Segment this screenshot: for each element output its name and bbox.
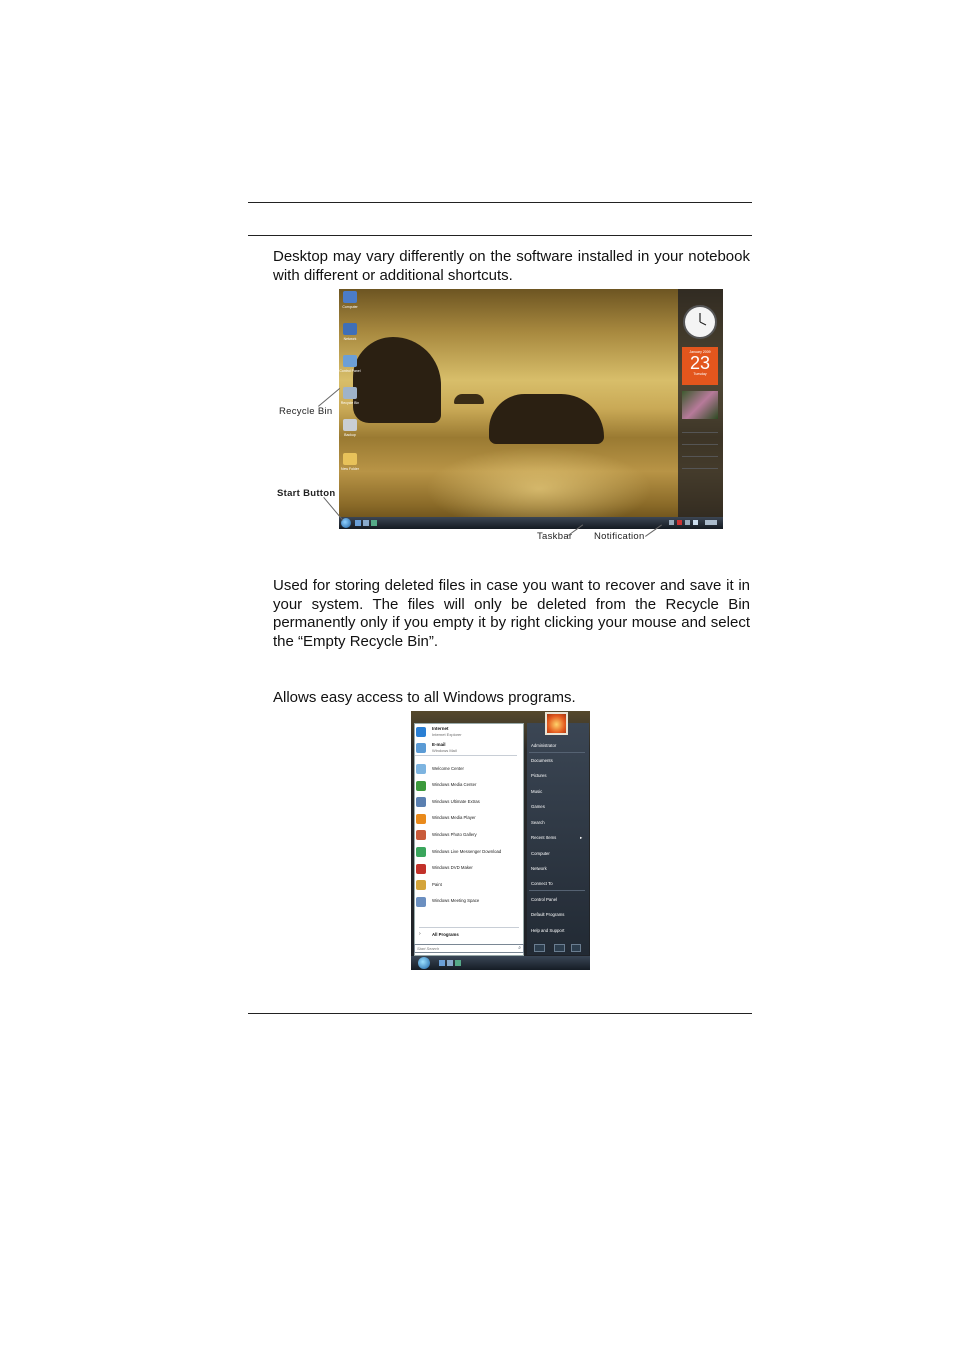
program-label: Welcome Center [432, 765, 464, 771]
recycle-bin-icon[interactable] [343, 387, 357, 399]
recent-program-item[interactable] [415, 795, 519, 809]
feed-item[interactable] [682, 437, 718, 445]
control-panel-icon[interactable] [343, 355, 357, 367]
search-icon: ⌕ [518, 945, 521, 951]
quicklaunch-icon[interactable] [455, 960, 461, 966]
program-label: Paint [432, 881, 442, 887]
pinned-program-item[interactable] [415, 725, 519, 739]
start-button-description: Allows easy access to all Windows programs. [273, 689, 576, 706]
program-subtitle: Windows Mail [432, 748, 457, 753]
computer-icon[interactable] [343, 291, 357, 303]
program-label: Windows Photo Gallery [432, 831, 477, 837]
pinned-program-item[interactable] [415, 741, 519, 755]
messenger-icon [416, 847, 426, 857]
places-item[interactable]: Network [531, 866, 547, 871]
footer-rule [248, 1013, 752, 1014]
feed-item[interactable] [682, 425, 718, 433]
places-item[interactable]: Default Programs [531, 912, 565, 917]
start-menu-screenshot [411, 711, 590, 970]
places-item[interactable]: Recent Items [531, 835, 557, 840]
calendar-gadget [682, 347, 718, 385]
places-item[interactable]: Administrator [531, 743, 557, 748]
recycle-bin-description: Used for storing deleted files in case you want to recover and save it in your system. The files will only be deleted from the Recycle Bin permanently only if you empty it by right clicking your mouse and select the “Empty Recycle Bin”. [273, 577, 750, 650]
desktop-icon-label: Computer [342, 305, 358, 309]
all-programs-arrow-icon: › [419, 931, 421, 937]
desktop-icon-label: Network [343, 337, 357, 341]
calendar-month: January 2009 [689, 350, 711, 354]
header-rule-top [248, 202, 752, 203]
places-item[interactable]: Computer [531, 851, 550, 856]
desktop-intro-text: Desktop may vary differently on the software installed in your notebook with different or additional shortcuts. [273, 248, 750, 284]
places-item[interactable]: Connect To [531, 881, 553, 886]
folder-icon[interactable] [343, 453, 357, 465]
rock-right [489, 394, 604, 444]
recent-program-item[interactable] [415, 828, 519, 842]
quicklaunch-icon[interactable] [371, 520, 377, 526]
start-search-input[interactable] [417, 945, 513, 952]
recent-program-item[interactable] [415, 878, 519, 892]
quicklaunch-icon[interactable] [363, 520, 369, 526]
photo-gallery-icon [416, 830, 426, 840]
program-label: Windows Live Messenger Download [432, 848, 502, 854]
program-title: E-mail [432, 742, 446, 747]
user-picture-icon [545, 712, 568, 735]
program-label: Windows Media Center [432, 782, 477, 788]
shutdown-options-button[interactable] [571, 944, 581, 952]
welcome-center-icon [416, 764, 426, 774]
places-item[interactable]: Control Panel [531, 897, 558, 902]
places-item[interactable]: Documents [531, 758, 553, 763]
windows-sidebar [678, 289, 723, 517]
dvd-maker-icon [416, 864, 426, 874]
start-menu-taskbar [411, 956, 590, 970]
clock-icon [685, 307, 715, 337]
recent-program-item[interactable] [415, 812, 519, 826]
desktop-screenshot [339, 289, 723, 529]
recent-program-item[interactable] [415, 845, 519, 859]
program-label: Windows Ultimate Extras [432, 798, 480, 804]
lock-button[interactable] [554, 944, 565, 952]
calendar-day: 23 [689, 353, 711, 373]
backup-icon[interactable] [343, 419, 357, 431]
program-subtitle: Internet Explorer [432, 732, 462, 737]
desktop-icon-label: Backup [344, 433, 356, 437]
leader-line-recycle-bin [318, 388, 340, 407]
program-label: Windows Meeting Space [432, 898, 480, 904]
desktop-icon-label: New Folder [341, 467, 359, 471]
submenu-arrow-icon: ▸ [580, 834, 583, 840]
places-separator [529, 752, 585, 753]
recent-program-item[interactable] [415, 862, 519, 876]
rock-left [353, 337, 441, 423]
program-title: Internet [432, 726, 449, 731]
header-rule-bottom [248, 235, 752, 236]
recent-program-item[interactable] [415, 895, 519, 909]
quicklaunch-icon[interactable] [355, 520, 361, 526]
start-orb-icon[interactable] [418, 957, 430, 969]
rock-small [454, 394, 484, 404]
callout-notification: Notification [594, 531, 645, 542]
ultimate-extras-icon [416, 797, 426, 807]
tray-icon[interactable] [669, 520, 674, 525]
desktop-icon-label: Control Panel [339, 369, 361, 373]
start-search-box[interactable] [414, 944, 524, 953]
media-player-icon [416, 814, 426, 824]
pinned-separator [415, 755, 517, 756]
tray-icon[interactable] [685, 520, 690, 525]
desktop-icon-label: Recycle Bin [340, 401, 360, 405]
places-separator [529, 890, 585, 891]
callout-taskbar: Taskbar [537, 531, 573, 542]
places-item[interactable]: Pictures [531, 773, 547, 778]
calendar-weekday: Tuesday [693, 372, 707, 376]
program-label: Windows DVD Maker [432, 865, 473, 871]
quicklaunch-icon[interactable] [439, 960, 445, 966]
feed-item[interactable] [682, 461, 718, 469]
slideshow-gadget [682, 391, 718, 419]
feed-item[interactable] [682, 449, 718, 457]
paint-icon [416, 880, 426, 890]
tray-icon[interactable] [705, 520, 717, 525]
mail-icon [416, 743, 426, 753]
tray-icon[interactable] [677, 520, 682, 525]
callout-recycle-bin: Recycle Bin [279, 406, 333, 417]
quicklaunch-icon[interactable] [447, 960, 453, 966]
internet-explorer-icon [416, 727, 426, 737]
all-programs-link[interactable]: All Programs [432, 932, 459, 937]
places-item[interactable]: Search [531, 820, 545, 825]
recent-program-item[interactable] [415, 779, 519, 793]
program-label: Windows Media Player [432, 815, 476, 821]
tray-icon[interactable] [693, 520, 698, 525]
taskbar[interactable] [339, 517, 723, 529]
meeting-space-icon [416, 897, 426, 907]
places-item[interactable]: Music [531, 789, 543, 794]
all-programs-separator [419, 927, 519, 928]
clock-gadget [683, 305, 717, 339]
power-button[interactable] [534, 944, 545, 952]
callout-start-button: Start Button [277, 488, 336, 499]
places-item[interactable]: Help and Support [531, 928, 565, 933]
media-center-icon [416, 781, 426, 791]
network-icon[interactable] [343, 323, 357, 335]
recent-program-item[interactable] [415, 762, 519, 776]
places-item[interactable]: Games [531, 804, 545, 809]
